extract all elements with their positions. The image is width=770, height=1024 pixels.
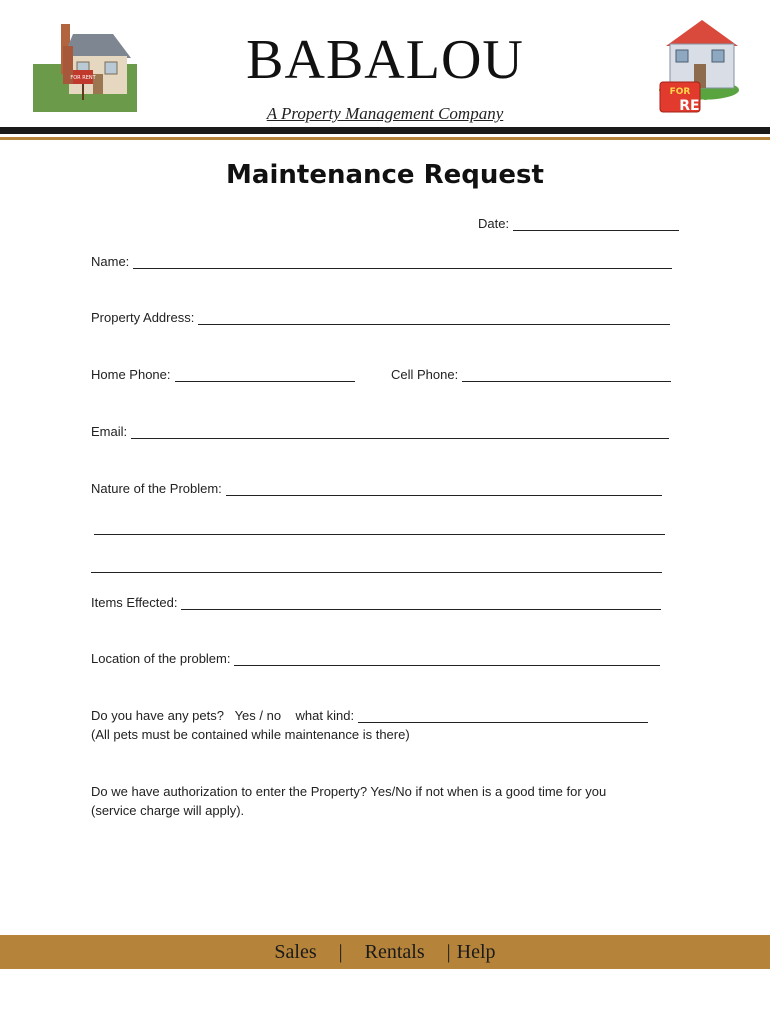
problem-continuation-line-2[interactable] [91, 558, 662, 573]
items-input-line[interactable] [181, 595, 661, 610]
left-sign-text: FOR RENT [70, 75, 96, 81]
footer-link-help[interactable]: Help [456, 940, 496, 963]
company-name: BABALOU [246, 29, 524, 91]
items-label: Items Effected: [91, 595, 178, 610]
footer-separator: | [338, 940, 343, 963]
date-label: Date: [478, 216, 510, 231]
pets-question: Do you have any pets? Yes / no what kind: [91, 708, 355, 723]
problem-continuation-line-1[interactable] [94, 520, 665, 535]
problem-field-row [91, 481, 662, 496]
right-sign-bottom-text: RENT [679, 98, 721, 114]
company-tagline: A Property Management Company [266, 104, 504, 123]
header-rule-thick [0, 127, 770, 134]
date-input-line[interactable] [513, 216, 679, 231]
name-input-line[interactable] [133, 254, 672, 269]
footer-link-sales[interactable]: Sales [274, 940, 317, 963]
address-label: Property Address: [91, 310, 195, 325]
footer-link-rentals[interactable]: Rentals [364, 940, 425, 963]
form-title: Maintenance Request [226, 160, 544, 190]
home-phone-field-row [91, 367, 355, 382]
pets-field-row [91, 708, 648, 723]
cell-phone-field-row [391, 367, 671, 382]
cell-phone-input-line[interactable] [462, 367, 671, 382]
items-field-row [91, 595, 661, 610]
home-phone-input-line[interactable] [175, 367, 355, 382]
home-phone-label: Home Phone: [91, 367, 171, 382]
location-label: Location of the problem: [91, 651, 231, 666]
pets-kind-input-line[interactable] [358, 708, 648, 723]
email-input-line[interactable] [131, 424, 669, 439]
date-field-row [478, 216, 679, 231]
address-field-row [91, 310, 670, 325]
footer-separator: | [446, 940, 451, 963]
email-label: Email: [91, 424, 128, 439]
right-sign-top-text: FOR [669, 87, 691, 97]
footer-bar [0, 935, 770, 969]
address-input-line[interactable] [198, 310, 670, 325]
location-field-row [91, 651, 660, 666]
location-input-line[interactable] [234, 651, 660, 666]
authorization-question: Do we have authorization to enter the Property? Yes/No if not when is a good time for you [91, 784, 607, 799]
name-label: Name: [91, 254, 130, 269]
problem-input-line[interactable] [226, 481, 662, 496]
authorization-note: (service charge will apply). [91, 803, 245, 818]
problem-label: Nature of the Problem: [91, 481, 222, 496]
cell-phone-label: Cell Phone: [391, 367, 459, 382]
pets-note: (All pets must be contained while maintenance is there) [91, 727, 410, 742]
email-field-row [91, 424, 669, 439]
header-rule-thin [0, 137, 770, 140]
name-field-row [91, 254, 672, 269]
